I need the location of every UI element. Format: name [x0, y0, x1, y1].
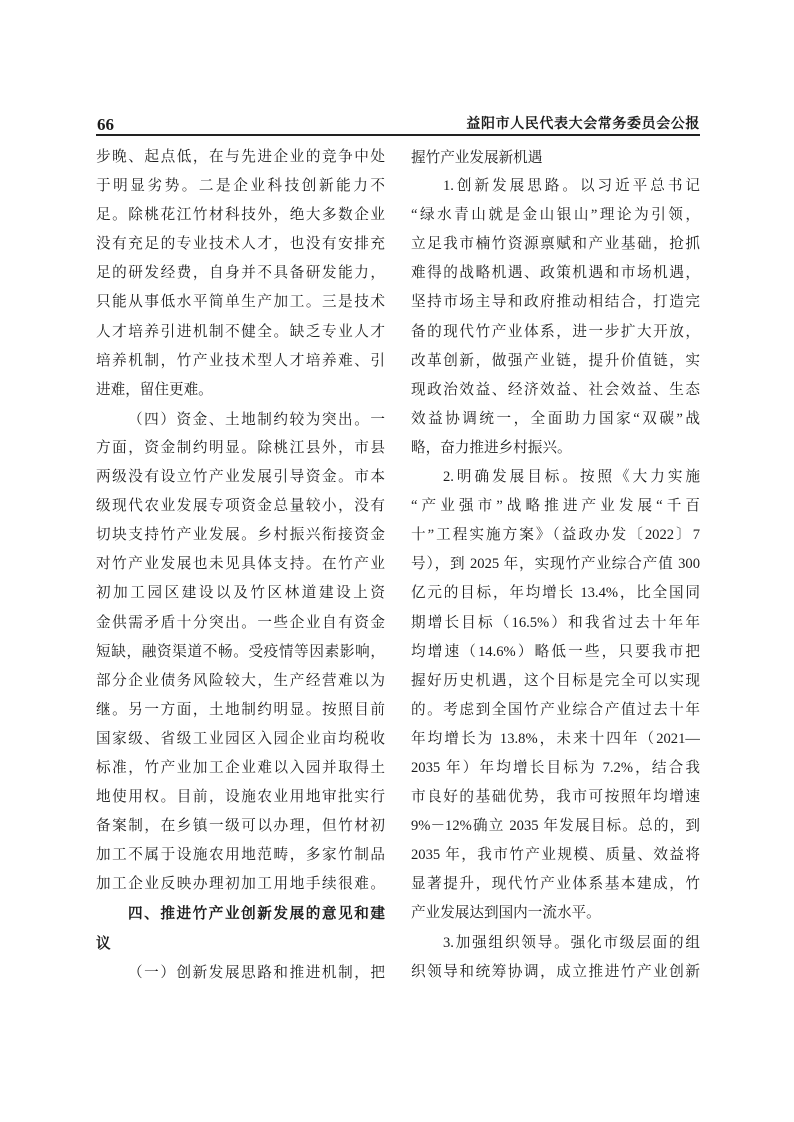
text-line: 期增长目标（16.5%）和我省过去十年年	[411, 614, 700, 631]
text-line: 2035 年，我市竹产业规模、质量、效益将	[411, 847, 700, 864]
text-line: 没有充足的专业技术人才，也没有安排充	[96, 236, 385, 253]
text-line: 市良好的基础优势，我市可按照年均增速	[411, 789, 700, 806]
text-line: 握好历史机遇，这个目标是完全可以实现	[411, 672, 700, 689]
text-line: 显著提升，现代竹产业体系基本建成，竹	[411, 876, 700, 893]
text-line: 十”工程实施方案》（益政办发〔2022〕7	[411, 527, 700, 544]
text-line: 略，奋力推进乡村振兴。	[411, 439, 572, 456]
text-line: 培养机制，竹产业技术型人才培养难、引	[96, 352, 385, 369]
text-line: 标准，竹产业加工企业难以入园并取得土	[96, 759, 385, 776]
text-line: 两级没有设立竹产业发展引导资金。市本	[96, 469, 385, 486]
text-line: 国家级、省级工业园区入园企业亩均税收	[96, 730, 385, 747]
publication-title: 益阳市人民代表大会常务委员会公报	[466, 117, 700, 132]
text-line: 人才培养引进机制不健全。缺乏专业人才	[96, 323, 385, 340]
text-run: 一	[370, 411, 385, 428]
section-heading: 议	[96, 934, 111, 952]
text-line: 产业发展达到国内一流水平。	[411, 905, 601, 922]
header-rule	[96, 134, 700, 136]
text-line: 备的现代竹产业体系，进一步扩大开放，	[411, 323, 700, 340]
text-line: 地使用权。目前，设施农业用地审批实行	[96, 789, 385, 806]
text-line: 部分企业债务风险较大，生产经营难以为	[96, 672, 385, 689]
text-line: 进难，留住更难。	[96, 381, 213, 398]
text-line: 年均增长为 13.8%，未来十四年（2021—	[411, 730, 700, 747]
text-line: 于明显劣势。二是企业科技创新能力不	[96, 178, 385, 195]
text-line: 亿元的目标，年均增长 13.4%，比全国同	[411, 585, 700, 602]
text-line: 金供需矛盾十分突出。一些企业自有资金	[96, 614, 385, 631]
text-line: 9%－12%确立 2035 年发展目标。总的，到	[411, 818, 700, 835]
text-line: 号），到 2025 年，实现竹产业综合产值 300	[411, 556, 700, 573]
text-line: 立足我市楠竹资源禀赋和产业基础，抢抓	[411, 236, 700, 253]
text-line: 难得的战略机遇、政策机遇和市场机遇，	[411, 265, 700, 282]
text-line: 加工企业反映办理初加工用地手续很难。	[96, 876, 385, 893]
text-line: 足。除桃花江竹材科技外，绝大多数企业	[96, 207, 385, 224]
subsection-heading-line	[96, 958, 385, 987]
text-line: 改革创新，做强产业链，提升价值链，实	[411, 352, 700, 369]
text-line: 对竹产业发展也未见具体支持。在竹产业	[96, 556, 385, 573]
section-heading: 四、推进竹产业创新发展的意见和建	[128, 905, 385, 923]
text-line: 效益协调统一，全面助力国家“双碳”战	[411, 410, 700, 427]
text-line: 短缺，融资渠道不畅。受疫情等因素影响，	[96, 643, 385, 660]
subsection-heading: 握竹产业发展新机遇	[411, 149, 543, 166]
subsection-heading: （四）资金、土地制约较为突出。	[128, 410, 371, 428]
text-line: 的。考虑到全国竹产业综合产值过去十年	[411, 701, 700, 718]
paragraph-first-line	[96, 405, 385, 434]
paragraph-first-line: 2.明确发展目标。按照《大力实施	[443, 469, 700, 486]
text-line: 现政治效益、经济效益、社会效益、生态	[411, 381, 700, 398]
text-line: “产业强市”战略推进产业发展“千百	[411, 498, 700, 515]
page-number: 66	[97, 115, 114, 134]
text-line: 织领导和统筹协调，成立推进竹产业创新	[411, 963, 700, 980]
right-column	[411, 143, 700, 987]
text-line: 级现代农业发展专项资金总量较小，没有	[96, 498, 385, 515]
text-line: 切块支持竹产业发展。乡村振兴衔接资金	[96, 527, 385, 544]
text-line: 备案制，在乡镇一级可以办理，但竹材初	[96, 818, 385, 835]
subsection-heading-line	[411, 143, 700, 172]
text-line: 继。另一方面，土地制约明显。按照目前	[96, 701, 385, 718]
text-line: 只能从事低水平简单生产加工。三是技术	[96, 294, 385, 311]
section-heading-line	[96, 899, 385, 928]
subsection-heading: （一）创新发展思路和推进机制，把	[128, 963, 385, 981]
text-line: 方面，资金制约明显。除桃江县外，市县	[96, 439, 385, 456]
paragraph-first-line: 3.加强组织领导。强化市级层面的组	[443, 934, 700, 951]
text-line: 2035 年）年均增长目标为 7.2%，结合我	[411, 759, 700, 776]
text-line: “绿水青山就是金山银山”理论为引领，	[411, 207, 700, 224]
section-heading-line	[96, 929, 385, 958]
left-column	[96, 143, 385, 987]
paragraph-first-line: 1.创新发展思路。以习近平总书记	[443, 178, 700, 195]
text-line: 步晚、起点低，在与先进企业的竞争中处	[96, 149, 385, 165]
text-line: 加工不属于设施农用地范畴，多家竹制品	[96, 847, 385, 864]
text-line: 足的研发经费，自身并不具备研发能力，	[96, 265, 385, 282]
text-line: 均增速（14.6%）略低一些，只要我市把	[411, 643, 700, 660]
text-line: 坚持市场主导和政府推动相结合，打造完	[411, 294, 700, 311]
text-line: 初加工园区建设以及竹区林道建设上资	[96, 585, 385, 602]
